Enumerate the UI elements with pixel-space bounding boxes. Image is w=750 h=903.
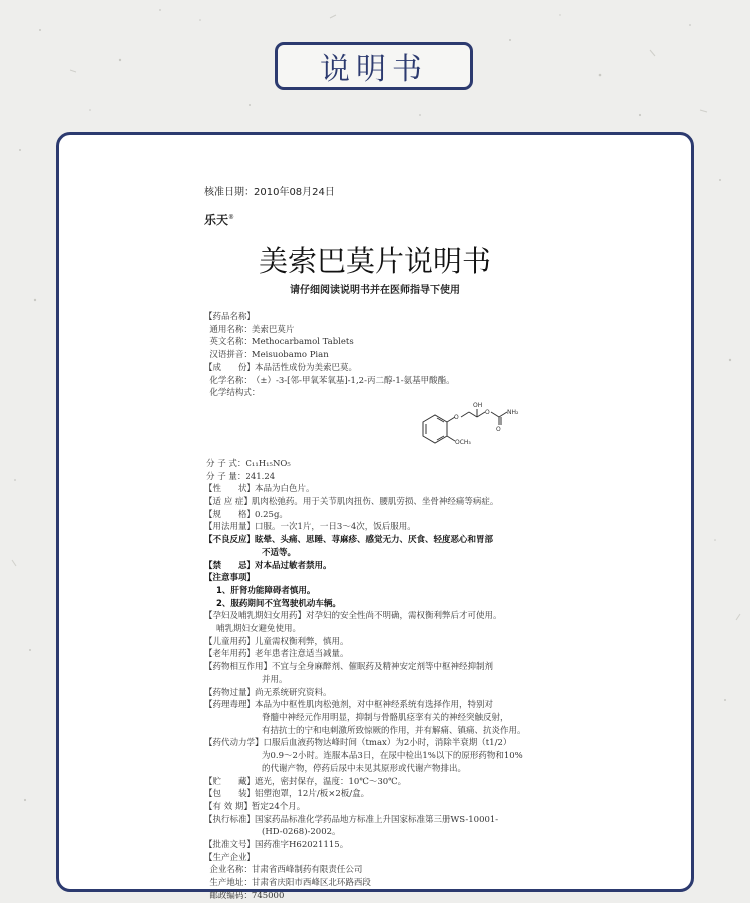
- precaution-item: 1、肝肾功能障碍者慎用。: [216, 585, 316, 596]
- company-address: 生产地址： 甘肃省庆阳市西峰区北环路西段: [204, 878, 371, 889]
- chemical-structure: [204, 400, 589, 458]
- dosage: 【用法用量】 口服。一次1片，一日3～4次，饭后服用。: [204, 522, 416, 533]
- composition: 【成 份】 本品活性成份为美索巴莫。: [204, 362, 358, 373]
- pharmacokinetics-cont: 为0.9～2小时。连服本品3日，在尿中检出1%以下的原形药物和10%: [262, 751, 523, 762]
- precaution-item: 2、服药期间不宜驾驶机动车辆。: [216, 598, 341, 609]
- standard-cont: (HD-0268)-2002。: [262, 827, 341, 838]
- molecular-formula: 分 子 式： C₁₁H₁₅NO₅: [206, 458, 291, 469]
- ether-oxygen-label: O: [454, 413, 459, 421]
- package: 【包 装】 铝塑泡罩，12片/板×2板/盒。: [204, 789, 370, 800]
- properties: 【性 状】 本品为白色片。: [204, 484, 315, 495]
- approval-number: 【批准文号】 国药准字H62021115。: [204, 840, 349, 851]
- pregnancy: 【孕妇及哺乳期妇女用药】 对孕妇的安全性尚不明确，需权衡利弊后才可使用。: [204, 611, 502, 622]
- validity: 【有 效 期】 暂定24个月。: [204, 801, 306, 812]
- structure-label: 化学结构式：: [204, 388, 261, 399]
- ester-oxygen-label: O: [485, 408, 490, 416]
- pharmacokinetics-cont: 的代谢产物，停药后尿中未见其原形或代谢产物排出。: [262, 763, 467, 774]
- molecular-weight: 分 子 量： 241.24: [206, 471, 276, 482]
- pinyin-name: 汉语拼音： Meisuobamo Pian: [204, 350, 329, 361]
- overdose: 【药物过量】 尚无系统研究资料。: [204, 687, 332, 698]
- pharmacokinetics: 【药代动力学】 口服后血液药物达峰时间（tmax）为2小时，消除半衰期（t1/2）: [204, 738, 512, 749]
- pharmacology: 【药理毒理】 本品为中枢性肌肉松弛剂，对中枢神经系统有选择作用，特别对: [204, 700, 494, 711]
- amine-label: NH₂: [507, 408, 519, 416]
- approval-date: 核准日期：2010年08月24日: [204, 187, 335, 198]
- standard: 【执行标准】 国家药品标准化学药品地方标准上升国家标准第三册WS-10001-: [204, 814, 499, 825]
- pharmacology-cont: 有拮抗士的宁和电刺激所致惊厥的作用，并有解痛、镇痛、抗炎作用。: [262, 725, 526, 736]
- children: 【儿童用药】 儿童需权衡利弊，慎用。: [204, 636, 349, 647]
- header-tab: 说明书: [275, 42, 473, 90]
- structure-diagram: [409, 400, 559, 458]
- leaflet-body: [204, 311, 589, 903]
- specification: 【规 格】 0.25g。: [204, 509, 288, 520]
- pregnancy-cont: 哺乳期妇女避免使用。: [216, 624, 302, 635]
- interactions-cont: 并用。: [262, 674, 288, 685]
- elderly: 【老年用药】 老年患者注意适当减量。: [204, 649, 349, 660]
- brand-logo: 乐天®: [204, 213, 235, 227]
- interactions: 【药物相互作用】 不宜与全身麻醉剂、催眠药及精神安定剂等中枢神经抑制剂: [204, 662, 494, 673]
- leaflet-card: [56, 132, 694, 901]
- carbonyl-oxygen-label: O: [496, 425, 501, 433]
- pharmacology-cont: 脊髓中神经元作用明显，抑制与骨骼肌痉挛有关的神经突触反射，: [262, 712, 509, 723]
- contraindications: 【禁 忌】 对本品过敏者禁用。: [204, 560, 332, 571]
- drug-name-header: 【药品名称】: [204, 312, 256, 322]
- document-title: 美索巴莫片说明书: [258, 244, 491, 278]
- adverse-reactions: 【不良反应】 眩晕、头痛、思睡、荨麻疹、感觉无力、厌食、轻度恶心和胃部: [204, 535, 494, 546]
- company-name: 企业名称： 甘肃省西峰制药有限责任公司: [204, 865, 363, 876]
- precautions-header: 【注意事项】: [204, 573, 256, 584]
- adverse-reactions-cont: 不适等。: [262, 547, 297, 558]
- chemical-name: 化学名称： （±）-3-[邻-甲氧苯氧基]-1,2-丙二醇-1-氨基甲酸酯。: [204, 375, 455, 386]
- generic-name: 通用名称： 美索巴莫片: [204, 324, 295, 335]
- methoxy-label: OCH₃: [455, 438, 471, 446]
- english-name: 英文名称： Methocarbamol Tablets: [204, 337, 354, 348]
- postal-code: 邮政编码： 745000: [204, 890, 285, 901]
- indications: 【适 应 症】 肌肉松弛药。用于关节肌肉扭伤、腰肌劳损、坐骨神经痛等病症。: [204, 497, 499, 508]
- document-subtitle: 请仔细阅读说明书并在医师指导下使用: [290, 285, 460, 296]
- hydroxyl-label: OH: [473, 401, 483, 409]
- storage: 【贮 藏】 遮光，密封保存，温度：10℃～30℃。: [204, 776, 407, 787]
- manufacturer-header: 【生产企业】: [204, 852, 256, 863]
